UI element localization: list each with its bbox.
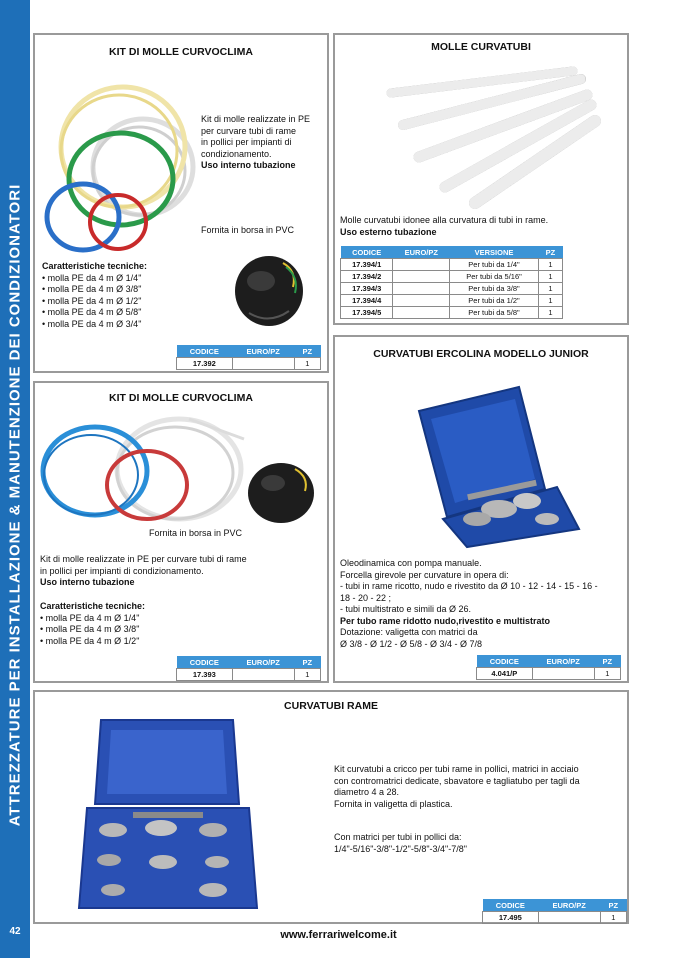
table-header: PZ xyxy=(294,656,320,669)
table-header: VERSIONE xyxy=(450,246,539,259)
kit1-feature-item: • molla PE da 4 m Ø 3/8" xyxy=(42,284,142,294)
table-row xyxy=(177,669,321,681)
kit2-coils-image xyxy=(39,409,249,527)
ercolina-panel xyxy=(333,335,629,683)
table-header: CODICE xyxy=(177,656,233,669)
table-cell: 1 xyxy=(600,912,626,924)
kit1-features-title: Caratteristiche tecniche: xyxy=(42,261,148,271)
kit2-features xyxy=(40,601,145,647)
table-cell: 1 xyxy=(538,307,562,319)
table-cell: Per tubi da 5/16" xyxy=(450,271,539,283)
ercolina-desc-line: Ø 3/8 - Ø 1/2 - Ø 5/8 - Ø 3/4 - Ø 7/8 xyxy=(340,638,483,649)
kit1-features-list xyxy=(42,273,147,331)
table-cell xyxy=(538,912,600,924)
kit2-feature-item: • molla PE da 4 m Ø 1/4" xyxy=(40,612,140,623)
footer-url[interactable]: www.ferrariwelcome.it xyxy=(280,929,397,941)
kit2-features-list xyxy=(40,613,145,648)
rame-desc-line: Con matrici per tubi in pollici da: xyxy=(334,832,462,842)
table-cell: 17.392 xyxy=(177,358,233,370)
kit1-description xyxy=(201,114,323,172)
kit1-desc-line: per curvare tubi di rame xyxy=(201,125,297,136)
table-cell: 17.394/4 xyxy=(341,295,393,307)
table-row xyxy=(177,358,321,370)
table-cell xyxy=(232,358,294,370)
kit1-desc-bold: Uso interno tubazione xyxy=(201,160,296,170)
molle-springs-image xyxy=(383,65,603,215)
table-header: EURO/PZ xyxy=(538,899,600,912)
kit1-feature-item: • molla PE da 4 m Ø 1/2" xyxy=(42,295,142,306)
table-cell: 17.393 xyxy=(177,669,233,681)
ercolina-desc-line: - tubi multistrato e simili da Ø 26. xyxy=(340,604,472,614)
table-cell xyxy=(393,271,450,283)
kit1-feature-item: • molla PE da 4 m Ø 1/4" xyxy=(42,272,142,283)
rame-desc-line: Fornita in valigetta di plastica. xyxy=(334,798,453,809)
table-header: CODICE xyxy=(341,246,393,259)
table-cell: 1 xyxy=(294,358,320,370)
sidebar-title: ATTREZZATURE PER INSTALLAZIONE & MANUTENZIONE DEI CONDIZIONATORI xyxy=(6,183,24,827)
table-header: PZ xyxy=(538,246,562,259)
table-header: EURO/PZ xyxy=(232,656,294,669)
table-cell xyxy=(393,259,450,271)
table-header: CODICE xyxy=(177,345,233,358)
table-cell: Per tubi da 3/8" xyxy=(450,283,539,295)
kit1-bag-note: Fornita in borsa in PVC xyxy=(201,225,295,235)
table-cell: 17.495 xyxy=(483,912,539,924)
ercolina-description xyxy=(340,558,598,650)
ercolina-desc-line: - tubi in rame ricotto, nudo e rivestito da Ø 10 - 12 - 14 - 15 - 16 - xyxy=(340,581,598,591)
table-cell: Per tubi da 1/4" xyxy=(450,259,539,271)
rame-title: CURVATUBI RAME xyxy=(284,700,378,712)
kit2-table xyxy=(176,656,321,681)
kit1-desc-line: Kit di molle realizzate in PE xyxy=(201,114,311,124)
rame-description-2 xyxy=(334,832,467,855)
molle-title: MOLLE CURVATUBI xyxy=(431,41,531,53)
ercolina-desc-bold: Per tubo rame ridotto nudo,rivestito e multistrato xyxy=(340,615,551,626)
kit2-desc-line: Kit di molle realizzate in PE per curvare tubi di rame xyxy=(40,554,247,564)
kit2-bag-note: Fornita in borsa in PVC xyxy=(149,528,243,538)
kit2-features-title: Caratteristiche tecniche: xyxy=(40,601,146,611)
table-row xyxy=(483,912,627,924)
page-number: 42 xyxy=(9,926,21,937)
rame-desc-line: 1/4"-5/16"-3/8"-1/2"-5/8"-3/4"-7/8" xyxy=(334,843,467,854)
kit1-desc-line: in pollici per impianti di xyxy=(201,137,292,147)
table-cell: 1 xyxy=(538,295,562,307)
kit2-description xyxy=(40,554,247,589)
table-cell xyxy=(532,668,594,680)
table-header: CODICE xyxy=(483,899,539,912)
table-row xyxy=(341,271,563,283)
sidebar xyxy=(0,0,30,958)
ercolina-desc-line: Oleodinamica con pompa manuale. xyxy=(340,558,482,568)
table-cell: 17.394/5 xyxy=(341,307,393,319)
rame-table xyxy=(482,899,627,924)
table-header: PZ xyxy=(600,899,626,912)
table-cell xyxy=(393,307,450,319)
kit2-desc-bold: Uso interno tubazione xyxy=(40,577,135,587)
table-header: PZ xyxy=(294,345,320,358)
ercolina-desc-line: Forcella girevole per curvature in opera di: xyxy=(340,569,509,580)
kit1-bag-image xyxy=(231,253,307,329)
kit2-feature-item: • molla PE da 4 m Ø 3/8" xyxy=(40,624,140,634)
table-cell: 17.394/2 xyxy=(341,271,393,283)
molle-description xyxy=(340,215,548,238)
molle-desc-bold: Uso esterno tubazione xyxy=(340,226,437,237)
kit1-title: KIT DI MOLLE CURVOCLIMA xyxy=(109,46,253,58)
kit2-feature-item: • molla PE da 4 m Ø 1/2" xyxy=(40,635,140,646)
table-row xyxy=(341,283,563,295)
table-header: CODICE xyxy=(477,655,533,668)
rame-desc-line: con contromatrici dedicate, sbavatore e tagliatubo per tagli da xyxy=(334,775,580,786)
table-cell: 1 xyxy=(538,283,562,295)
kit1-panel xyxy=(33,33,329,373)
rame-case-image xyxy=(73,712,263,917)
ercolina-title: CURVATUBI ERCOLINA MODELLO JUNIOR xyxy=(373,348,589,360)
table-cell: 17.394/1 xyxy=(341,259,393,271)
table-cell: 17.394/3 xyxy=(341,283,393,295)
kit2-panel xyxy=(33,381,329,683)
rame-panel xyxy=(33,690,629,924)
molle-desc-line: Molle curvatubi idonee alla curvatura di tubi in rame. xyxy=(340,215,549,225)
kit1-coils-image xyxy=(43,67,203,262)
table-header: EURO/PZ xyxy=(232,345,294,358)
molle-panel xyxy=(333,33,629,325)
table-cell xyxy=(232,669,294,681)
table-cell: Per tubi da 1/2" xyxy=(450,295,539,307)
table-row xyxy=(341,307,563,319)
rame-desc-line: diametro 4 a 28. xyxy=(334,787,400,797)
kit1-features xyxy=(42,261,147,330)
kit2-bag-image xyxy=(245,461,317,525)
kit1-desc-line: condizionamento. xyxy=(201,148,272,159)
rame-desc-line: Kit curvatubi a cricco per tubi rame in pollici, matrici in acciaio xyxy=(334,764,579,774)
kit1-table xyxy=(176,345,321,370)
table-cell: 1 xyxy=(538,259,562,271)
ercolina-desc-line: Dotazione: valigetta con matrici da xyxy=(340,627,478,637)
kit1-feature-item: • molla PE da 4 m Ø 3/4" xyxy=(42,318,142,329)
table-cell: 1 xyxy=(538,271,562,283)
ercolina-case-image xyxy=(407,369,587,549)
table-header: PZ xyxy=(594,655,620,668)
table-header: EURO/PZ xyxy=(532,655,594,668)
table-cell xyxy=(393,295,450,307)
ercolina-desc-line: 18 - 20 - 22 ; xyxy=(340,592,392,603)
molle-table xyxy=(340,246,563,319)
rame-description xyxy=(334,764,580,810)
table-cell: 4.041/P xyxy=(477,668,533,680)
table-header: EURO/PZ xyxy=(393,246,450,259)
table-cell xyxy=(393,283,450,295)
kit2-desc-line: in pollici per impianti di condizionamento. xyxy=(40,565,204,576)
kit1-feature-item: • molla PE da 4 m Ø 5/8" xyxy=(42,307,142,317)
table-row xyxy=(477,668,621,680)
table-row xyxy=(341,259,563,271)
table-cell: Per tubi da 5/8" xyxy=(450,307,539,319)
table-cell: 1 xyxy=(294,669,320,681)
table-row xyxy=(341,295,563,307)
ercolina-table xyxy=(476,655,621,680)
table-cell: 1 xyxy=(594,668,620,680)
kit2-title: KIT DI MOLLE CURVOCLIMA xyxy=(109,392,253,404)
